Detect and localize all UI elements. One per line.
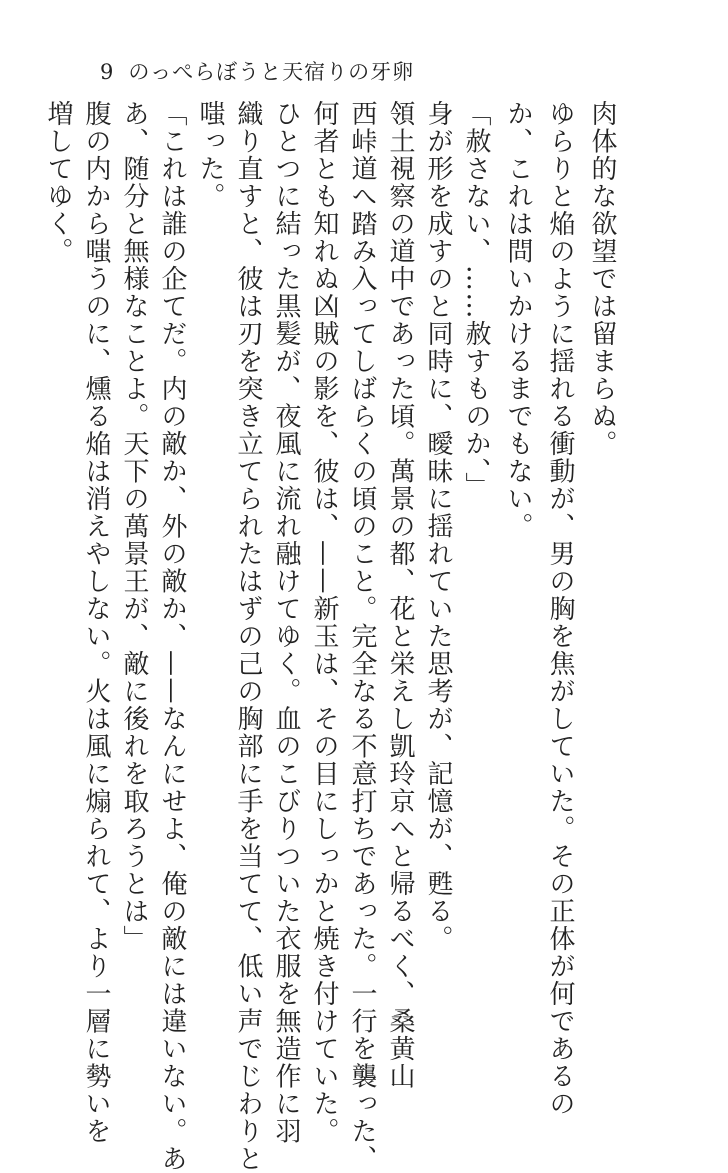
text-column [540, 100, 580, 1118]
text-column [456, 100, 496, 980]
text-column [266, 100, 306, 1145]
text-column [76, 100, 116, 1145]
text-column [380, 100, 420, 1090]
text-line: 腹の内から嗤うのに、燻る焔は消えやしない。火は風に煽られて、より一層に勢いを [81, 100, 111, 1145]
text-column [38, 100, 78, 980]
text-line: 増してゆく。 [43, 100, 73, 265]
text-column [114, 100, 154, 980]
text-column [228, 100, 268, 1173]
text-line: 「これは誰の企てだ。内の敵か、外の敵か、——なんにせよ、俺の敵には違いない。あ [157, 100, 187, 1173]
text-column [342, 100, 382, 1173]
text-line: 身が形を成すのと同時に、曖昧に揺れていた思考が、記憶が、甦る。 [423, 100, 453, 953]
text-line: か、これは問いかけるまでもない。 [503, 100, 533, 540]
page-number: 9 [100, 60, 115, 84]
text-column [498, 100, 538, 980]
text-column [582, 100, 622, 980]
text-column [304, 100, 344, 1145]
text-line: ひとつに結った黒髪が、夜風に流れ融けてゆく。血のこびりついた衣服を無造作に羽 [271, 100, 301, 1145]
text-line: ゆらりと焔のように揺れる衝動が、男の胸を焦がしていた。その正体が何であるの [545, 100, 575, 1118]
text-line: 肉体的な欲望では留まらぬ。 [587, 100, 617, 458]
text-line: 嗤った。 [195, 100, 225, 210]
text-line: 「赦さない、……赦すものか、」 [461, 100, 491, 500]
text-line: 織り直すと、彼は刃を突き立てられたはずの己の胸部に手を当てて、低い声でじわりと [233, 100, 263, 1173]
text-line: 領土視察の道中であった頃。萬景の都、花と栄えし凱玲京へと帰るべく、桑黄山 [385, 100, 415, 1090]
text-column [418, 100, 458, 980]
page-header [100, 56, 414, 86]
text-column [152, 100, 192, 1173]
text-column [190, 100, 230, 980]
chapter-title: のっぺらぼうと天宿りの牙卵 [128, 60, 415, 84]
text-line: 何者とも知れぬ凶賊の影を、彼は、——新玉は、その目にしっかと焼き付けていた。 [309, 100, 339, 1145]
text-line: あ、随分と無様なことよ。天下の萬景王が、敵に後れを取ろうとは」 [119, 100, 149, 953]
text-line: 西峠道へ踏み入ってしばらくの頃のこと。完全なる不意打ちであった。一行を襲った、 [347, 100, 377, 1173]
